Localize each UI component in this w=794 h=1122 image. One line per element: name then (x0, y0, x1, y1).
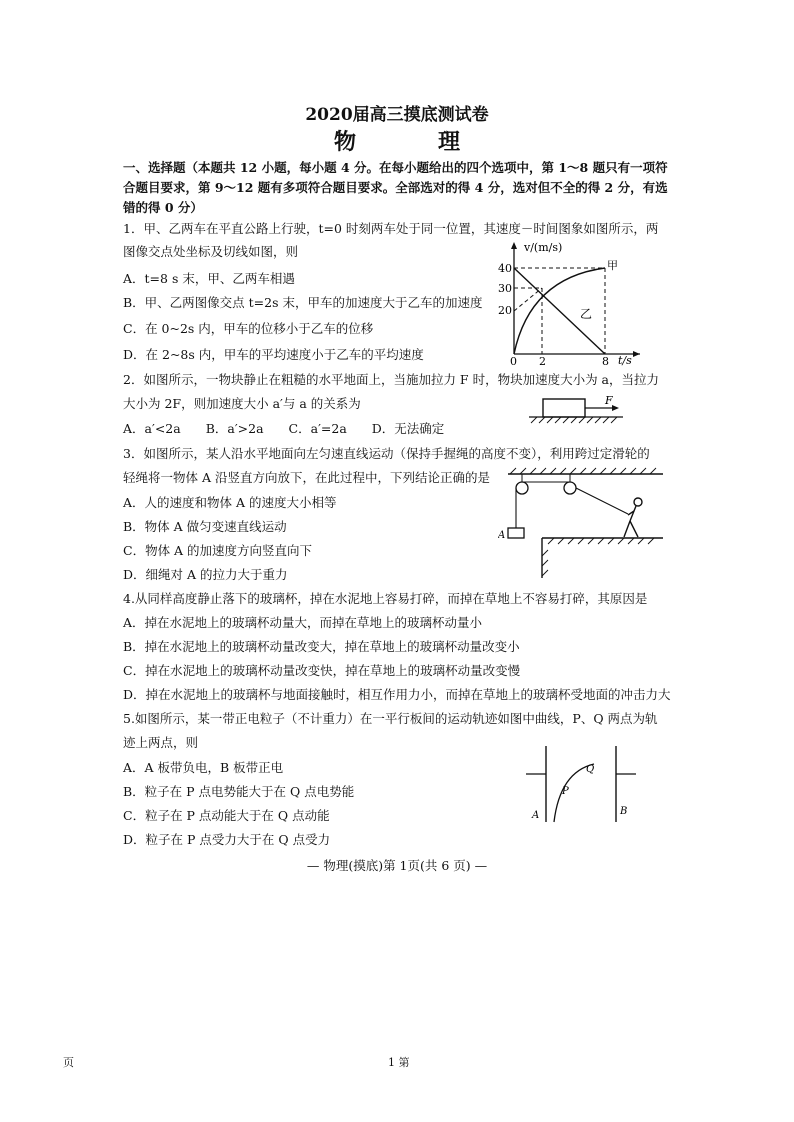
q4-option-d: D．掉在水泥地上的玻璃杯与地面接触时，相互作用力小，而掉在草地上的玻璃杯受地面的冲击力大 (123, 687, 671, 702)
y-tick-40: 40 (498, 262, 512, 275)
q5-stem-line1: 5.如图所示，某一带正电粒子（不计重力）在一平行板间的运动轨迹如图中曲线，P、Q 两点为轨 (123, 711, 658, 726)
q4-option-b: B．掉在水泥地上的玻璃杯动量改变大，掉在草地上的玻璃杯动量改变小 (123, 639, 520, 654)
subject-title: 物 理 (333, 129, 490, 155)
q3-pulley-diagram (498, 466, 673, 581)
label-jia: 甲 (607, 259, 618, 272)
q3-option-b: B．物体 A 做匀变速直线运动 (123, 519, 287, 534)
q2-stem-line1: 2．如图所示，一物块静止在粗糙的水平地面上，当施加拉力 F 时，物块加速度大小为 a，当拉力 (123, 372, 660, 387)
exam-title: 2020届高三摸底测试卷 (305, 105, 489, 125)
graph-x-label: t/s (618, 354, 632, 366)
q5-stem-line2: 迹上两点，则 (123, 735, 199, 750)
graph-y-label: v/(m/s) (524, 241, 563, 254)
label-yi: 乙 (580, 307, 593, 321)
q1-option-a: A．t=8 s 末，甲、乙两车相遇 (123, 271, 295, 286)
q1-option-d: D．在 2~8s 内，甲车的平均速度小于乙车的平均速度 (123, 347, 424, 362)
q5-option-a: A．A 板带负电，B 板带正电 (123, 760, 284, 775)
q1-stem-line2: 图像交点处坐标及切线如图，则 (123, 244, 299, 259)
q3-stem-line1: 3．如图所示，某人沿水平地面向左匀速直线运动（保持手握绳的高度不变），利用跨过定滑轮的 (123, 446, 650, 461)
section-instruction-line2: 合题目要求，第 9～12 题有多项符合题目要求。全部选对的得 4 分，选对但不全的得 2 分，有选 (123, 180, 668, 195)
q4-stem: 4.从同样高度静止落下的玻璃杯，掉在水泥地上容易打碎，而掉在草地上不容易打碎，其原因是 (123, 591, 648, 606)
x-tick-2: 2 (539, 355, 546, 366)
bottom-left-text: 页 (63, 1056, 74, 1069)
x-tick-8: 8 (602, 355, 609, 366)
section-instruction-line3: 错的得 0 分） (123, 200, 203, 215)
label-plate-a: A (532, 810, 540, 821)
q4-option-c: C．掉在水泥地上的玻璃杯动量改变快，掉在草地上的玻璃杯动量改变慢 (123, 663, 521, 678)
q1-stem-line1: 1．甲、乙两车在平直公路上行驶，t=0 时刻两车处于同一位置，其速度－时间图象如图所示，两 (123, 221, 659, 236)
q2-stem-line2: 大小为 2F，则加速度大小 a′与 a 的关系为 (123, 396, 361, 411)
force-label: F (605, 394, 613, 407)
q2-block-diagram (525, 392, 625, 428)
q5-parallel-plates-diagram (520, 742, 640, 827)
y-tick-20: 20 (498, 304, 512, 317)
section-instruction-line1: 一、选择题（本题共 12 小题，每小题 4 分。在每小题给出的四个选项中，第 1～8 题只有一项符 (123, 160, 668, 175)
label-q: Q (586, 764, 595, 775)
q5-option-b: B．粒子在 P 点电势能大于在 Q 点电势能 (123, 784, 355, 799)
page-footer: — 物理(摸底)第 1页(共 6 页) — (306, 858, 488, 873)
label-p: P (562, 786, 569, 797)
q3-option-c: C．物体 A 的加速度方向竖直向下 (123, 543, 313, 558)
bottom-center-text: 1 第 (388, 1056, 410, 1069)
q5-option-d: D．粒子在 P 点受力大于在 Q 点受力 (123, 832, 331, 847)
q1-option-b: B．甲、乙两图像交点 t=2s 末，甲车的加速度大于乙车的加速度 (123, 295, 483, 310)
q1-option-c: C．在 0~2s 内，甲车的位移小于乙车的位移 (123, 321, 374, 336)
q2-options: A．a′<2a B．a′>2a C．a′=2a D．无法确定 (123, 421, 445, 436)
q3-stem-line2: 轻绳将一物体 A 沿竖直方向放下，在此过程中，下列结论正确的是 (123, 470, 490, 485)
q5-option-c: C．粒子在 P 点动能大于在 Q 点动能 (123, 808, 330, 823)
q3-option-d: D．细绳对 A 的拉力大于重力 (123, 567, 288, 582)
person-figure (624, 498, 642, 537)
label-plate-b: B (620, 806, 628, 817)
q1-velocity-time-graph (490, 238, 650, 366)
q3-label-a: A (498, 530, 506, 541)
y-tick-30: 30 (498, 282, 512, 295)
q4-option-a: A．掉在水泥地上的玻璃杯动量大，而掉在草地上的玻璃杯动量小 (123, 615, 483, 630)
q3-option-a: A．人的速度和物体 A 的速度大小相等 (123, 495, 337, 510)
x-tick-0: 0 (510, 355, 517, 366)
